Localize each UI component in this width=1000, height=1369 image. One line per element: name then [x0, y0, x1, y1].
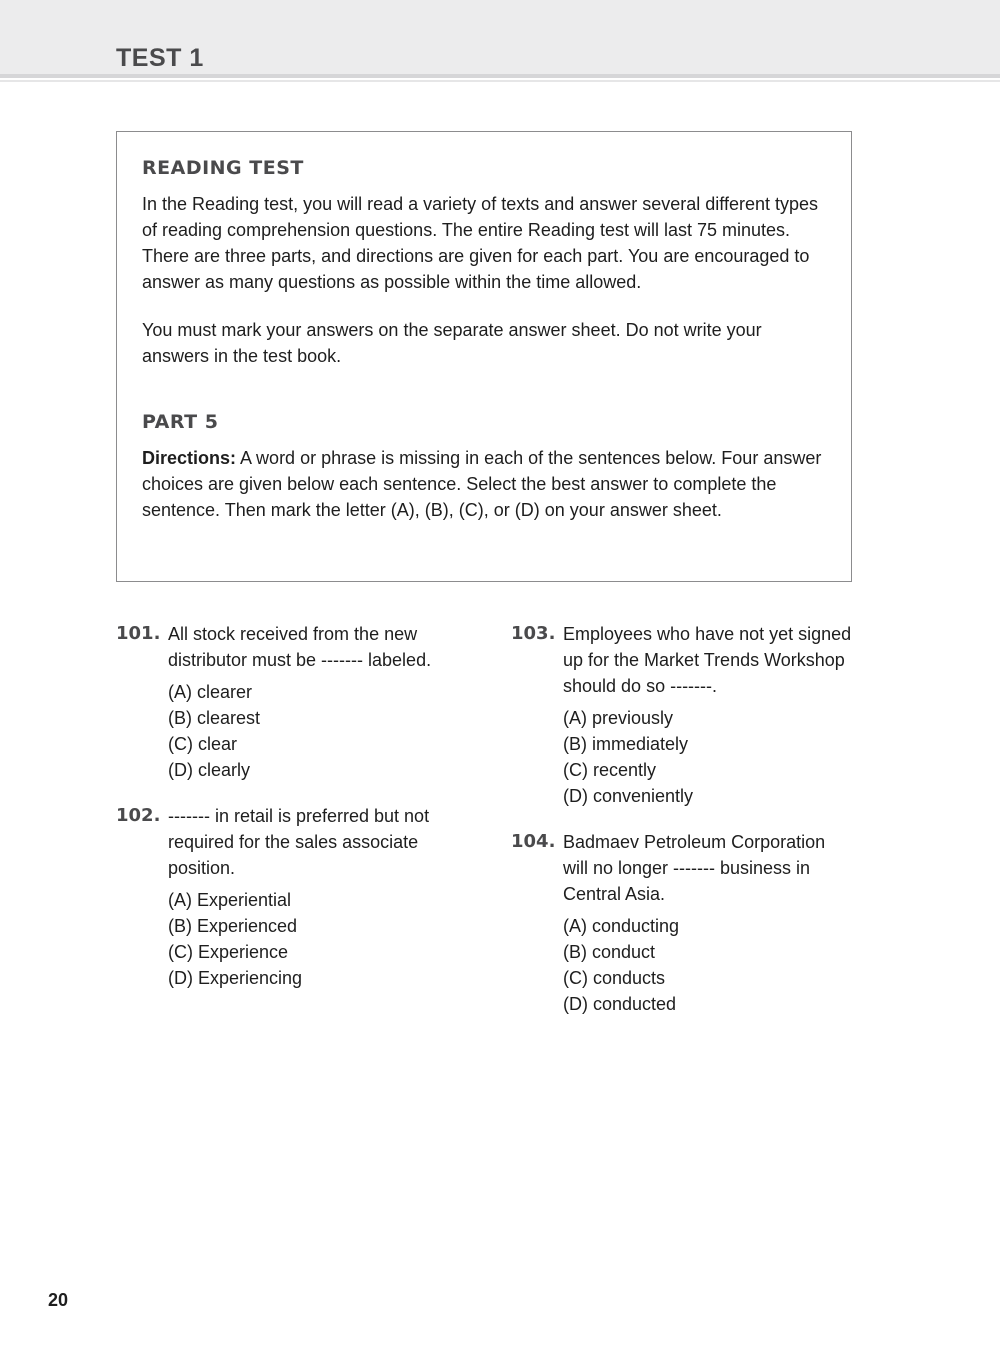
directions-label: Directions:: [142, 448, 237, 468]
directions-text: A word or phrase is missing in each of the sentences below. Four answer choices are given below each sentence. Select the best answer to complete the sentence. Then mark the letter (A), (B), (C), or (D) on your answer sheet.: [142, 448, 822, 520]
answer-option-d[interactable]: (D) conducted: [563, 994, 677, 1014]
answer-option-c[interactable]: (C) Experience: [168, 942, 289, 962]
part5-heading: PART 5: [142, 411, 219, 433]
test-title: TEST 1: [116, 44, 204, 72]
answer-sheet-instructions: You must mark your answers on the separate answer sheet. Do not write your answers in the test book.: [142, 320, 762, 366]
answer-options: [563, 913, 679, 1017]
answer-option-c[interactable]: (C) clear: [168, 734, 238, 754]
question-stem: Badmaev Petroleum Corporation will no longer ------- business in Central Asia.: [563, 832, 826, 904]
answer-options: [168, 679, 260, 783]
answer-option-a[interactable]: (A) conducting: [563, 916, 680, 936]
question-stem: All stock received from the new distributor must be ------- labeled.: [168, 624, 432, 670]
question-number: 104.: [511, 831, 556, 852]
reading-test-heading: READING TEST: [142, 157, 304, 179]
answer-option-d[interactable]: (D) clearly: [168, 760, 251, 780]
question-number: 102.: [116, 805, 161, 826]
answer-option-b[interactable]: (B) Experienced: [168, 916, 298, 936]
answer-option-c[interactable]: (C) conducts: [563, 968, 666, 988]
header-divider-thin: [0, 80, 1000, 82]
part5-directions: [142, 445, 822, 523]
question-number: 101.: [116, 623, 161, 644]
question-stem: ------- in retail is preferred but not required for the sales associate position.: [168, 806, 430, 878]
answer-option-c[interactable]: (C) recently: [563, 760, 657, 780]
answer-options: [563, 705, 693, 809]
answer-option-a[interactable]: (A) previously: [563, 708, 674, 728]
answer-option-a[interactable]: (A) clearer: [168, 682, 253, 702]
question-stem: Employees who have not yet signed up for the Market Trends Workshop should do so -------.: [563, 624, 852, 696]
answer-option-b[interactable]: (B) clearest: [168, 708, 261, 728]
answer-option-a[interactable]: (A) Experiential: [168, 890, 292, 910]
page-number: 20: [48, 1290, 69, 1310]
reading-test-intro: In the Reading test, you will read a variety of texts and answer several different types of reading comprehension questions. The entire Reading test will last 75 minutes. There are three parts, and directions are given for each part. You are encouraged to answer as many questions as possible within the time allowed.: [142, 194, 819, 292]
answer-option-d[interactable]: (D) conveniently: [563, 786, 694, 806]
header-divider: [0, 74, 1000, 78]
answer-option-b[interactable]: (B) conduct: [563, 942, 656, 962]
answer-options: [168, 887, 302, 991]
answer-option-d[interactable]: (D) Experiencing: [168, 968, 303, 988]
question-number: 103.: [511, 623, 556, 644]
answer-option-b[interactable]: (B) immediately: [563, 734, 689, 754]
